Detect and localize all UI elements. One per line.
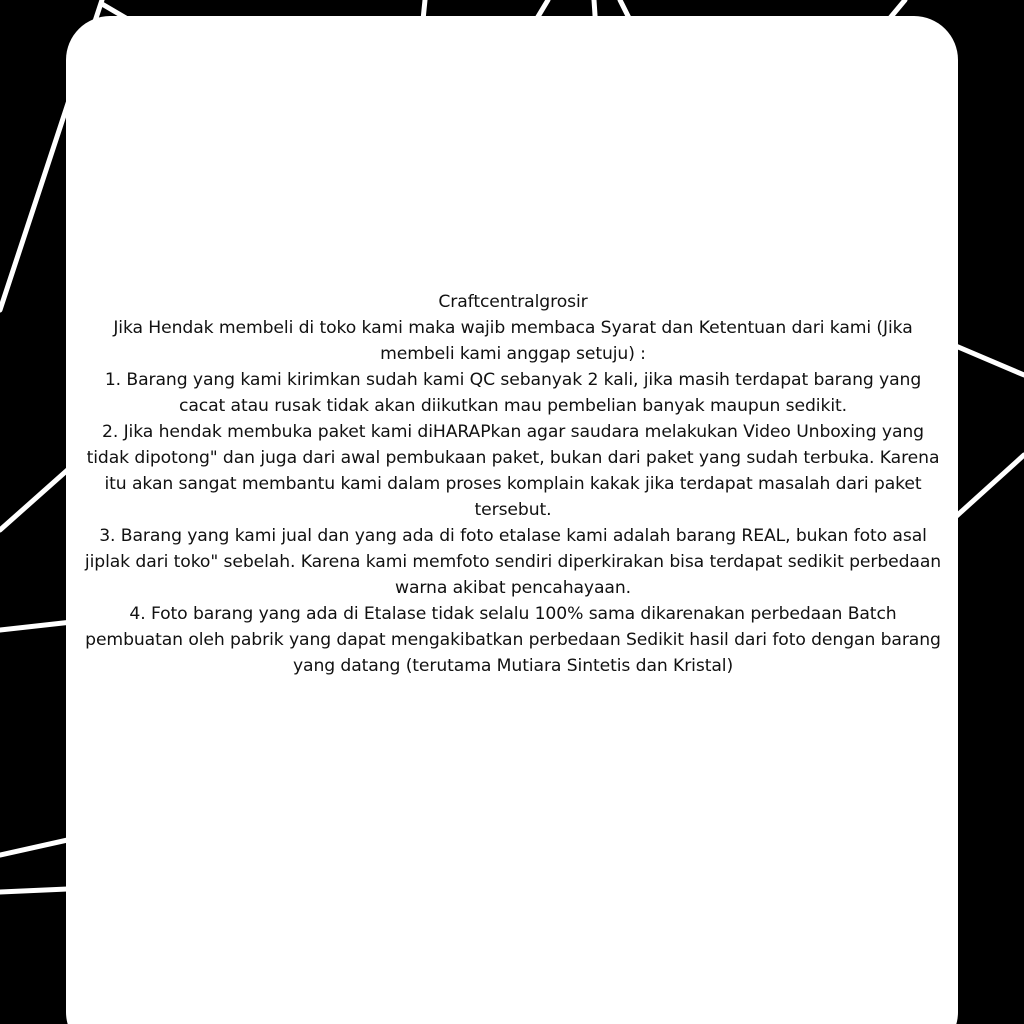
terms-rule-2: 2. Jika hendak membuka paket kami diHARAPkan agar saudara melakukan Video Unboxing yang tidak dipotong" dan juga dari awal pembukaan paket, bukan dari paket yang sudah terbuka. Karena itu akan sangat membantu kami dalam proses komplain kakak jika terdapat masalah dari paket tersebut. (86, 422, 940, 520)
terms-rule-4: 4. Foto barang yang ada di Etalase tidak selalu 100% sama dikarenakan perbedaan Batch pembuatan oleh pabrik yang dapat mengakibatkan perbedaan Sedikit hasil dari foto dengan barang yang datang (terutama Mutiara Sintetis dan Kristal) (85, 604, 941, 676)
shop-name: Craftcentralgrosir (438, 292, 588, 312)
terms-rule-3: 3. Barang yang kami jual dan yang ada di foto etalase kami adalah barang REAL, bukan foto asal jiplak dari toko" sebelah. Karena kami memfoto sendiri diperkirakan bisa terdapat sedikit perbedaan warna akibat pencahayaan. (84, 526, 942, 598)
terms-notice (80, 289, 946, 679)
terms-intro: Jika Hendak membeli di toko kami maka wajib membaca Syarat dan Ketentuan dari kami (Jika membeli kami anggap setuju) : (113, 318, 913, 364)
terms-rule-1: 1. Barang yang kami kirimkan sudah kami QC sebanyak 2 kali, jika masih terdapat barang yang cacat atau rusak tidak akan diikutkan mau pembelian banyak maupun sedikit. (104, 370, 922, 416)
